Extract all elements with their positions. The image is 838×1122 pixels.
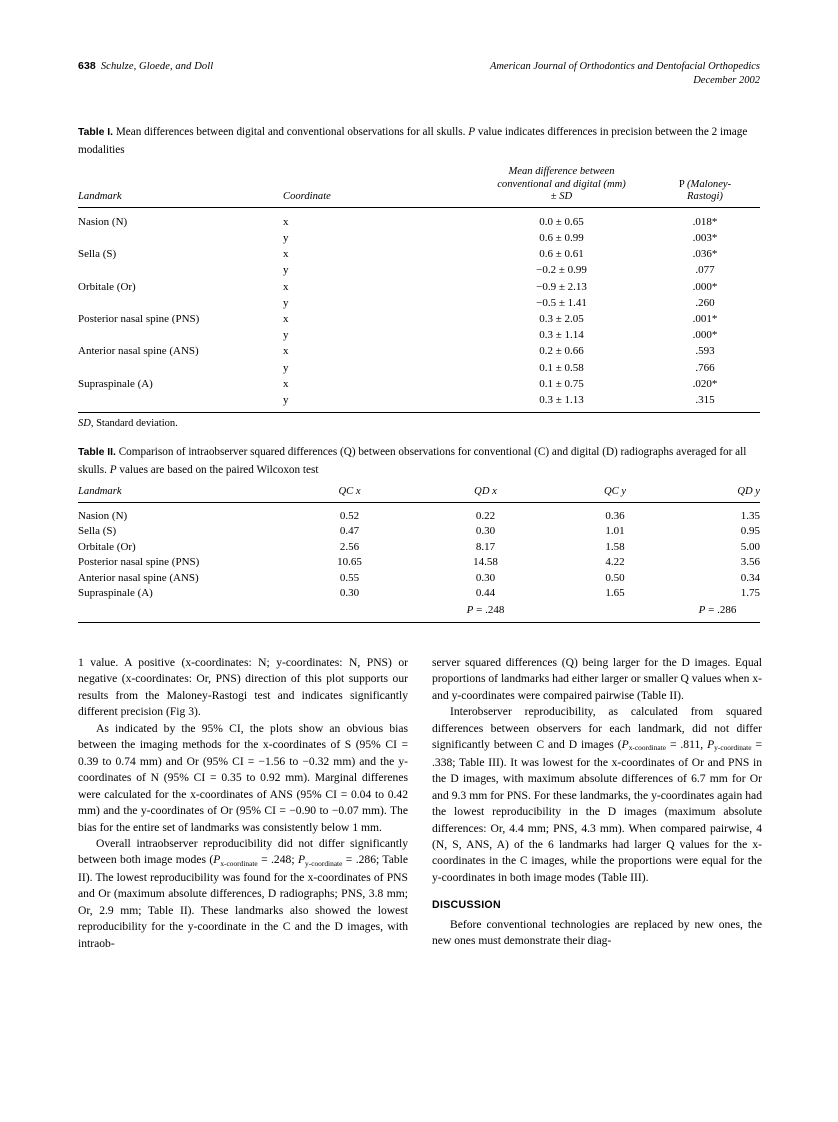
table-1-cell-p: .766 [695, 361, 715, 374]
table-1-cell-landmark: Anterior nasal spine (ANS) [78, 345, 199, 358]
table-1-cell-p: .020* [692, 377, 718, 390]
paragraph-segment: = .338; Table III). It was lowest for the x-coordinates of Or and PNS in the D images, with maximum absolute differences of 6.7 mm for Or and 9.3 mm for PNS. For these landmarks, the y-coordinates again had the lowest reproducibility in the D images (maximum absolute differences: Or, 4.4 mm; PNS, 4.3 mm). When compared pairwise, 4 (N, S, ANS, A) of the 6 landmarks had larger Q values for the x-coordinates in the C images, while the proportions were equal for the y-coordinates in both image modes (Table III). [432, 738, 762, 884]
p-symbol: P [213, 853, 221, 867]
table-1-cell-coordinate: x [283, 280, 289, 293]
table-1-caption [78, 124, 760, 158]
table-1-header-p-line2: Rastogi) [687, 191, 723, 203]
table-1-cell-coordinate: x [283, 248, 289, 261]
table-1-block [78, 124, 760, 429]
table-row [78, 555, 760, 571]
table-2-cell-landmark: Sella (S) [78, 525, 117, 538]
table-1-cell-mean: −0.2 ± 0.99 [536, 264, 587, 277]
table-2-caption-part2: values are based on the paired Wilcoxon test [116, 463, 319, 476]
table-1-cell-landmark [78, 392, 283, 408]
table-1-cell-coordinate: y [283, 361, 289, 374]
table-2-cell-qdx: 0.22 [475, 509, 496, 522]
table-2-pvalue-y [675, 602, 760, 618]
body-column-right [432, 655, 762, 950]
table-1-cell-p: .077 [695, 264, 715, 277]
running-head-right [490, 60, 760, 87]
table-1-cell-mean: 0.1 ± 0.58 [539, 361, 584, 374]
section-heading-discussion: DISCUSSION [432, 899, 501, 912]
body-column-left [78, 655, 408, 952]
journal-title: American Journal of Orthodontics and Dentofacial Orthopedics [489, 61, 760, 72]
table-1-cell-landmark: Orbitale (Or) [78, 280, 136, 293]
paragraph: server squared differences (Q) being larger for the D images. Equal proportions of landmarks had either larger or smaller Q values when x- and y-coordinates were compaired pairwise (Table II). [432, 656, 762, 702]
table-1-caption-part1: Mean differences between digital and conventional observations for all skulls. [113, 126, 469, 138]
table-2-cell-qdy: 5.00 [740, 540, 760, 553]
table-2-cell-qdx: 14.58 [473, 556, 498, 569]
table-1-cell-coordinate: y [283, 231, 289, 244]
table-2-caption [78, 444, 760, 478]
table-1-cell-landmark: Posterior nasal spine (PNS) [78, 313, 200, 325]
table-2-cell-qcy: 0.36 [605, 509, 625, 522]
table-1-cell-mean: 0.0 ± 0.65 [539, 215, 584, 228]
table-1-cell-coordinate: x [283, 215, 289, 228]
table-row [78, 311, 760, 327]
table-1-cell-p: .001* [692, 313, 718, 325]
table-1-header-p-plain: P [678, 178, 688, 190]
table-row [78, 279, 760, 295]
paragraph-segment: Overall intraobserver reproducibility did not differ significantly between both image modes ( [78, 836, 408, 867]
table-1-header-mean-line1: Mean difference between [508, 166, 615, 177]
table-1-rule-bottom [78, 412, 760, 413]
table-row [78, 540, 760, 556]
table-2-caption-part1: Comparison of intraobserver squared differences (Q) between observations for conventional (C) and digital (D) radiographs averaged for all skulls. [78, 446, 747, 476]
table-1-cell-coordinate: y [283, 329, 289, 342]
table-1-cell-coordinate: y [283, 264, 289, 277]
table-2-header-qdx: QD x [474, 486, 497, 497]
table-2-cell-qdx: 0.30 [475, 571, 496, 584]
table-1-cell-p: .018* [692, 215, 718, 228]
paragraph-segment: = .811, [666, 738, 708, 752]
table-2-pvalue-y-label: P [698, 604, 706, 617]
table-2-cell-qdy: 1.75 [740, 587, 760, 600]
p-subscript: y-coordinate [714, 743, 752, 753]
table-row [78, 327, 760, 343]
p-subscript: x-coordinate [628, 743, 667, 753]
running-head-left [78, 60, 213, 72]
running-head [78, 60, 760, 96]
table-1-header-coordinate: Coordinate [283, 191, 331, 203]
table-2-header-landmark: Landmark [78, 486, 122, 497]
table-1-cell-mean: 0.2 ± 0.66 [539, 345, 584, 358]
table-2-cell-qdx: 0.44 [475, 587, 496, 600]
table-2-cell-landmark: Posterior nasal spine (PNS) [78, 556, 200, 569]
table-2-cell-qcx: 0.30 [339, 587, 360, 600]
table-2-pvalue-y-value: = .286 [705, 604, 737, 617]
table-1-cell-mean: 0.3 ± 1.14 [539, 329, 584, 342]
table-2-cell-qdx: 8.17 [475, 540, 496, 553]
table-row [78, 295, 760, 311]
table-row [78, 262, 760, 278]
table-1-cell-landmark [78, 327, 283, 343]
table-2-cell-qdy: 0.95 [740, 525, 760, 538]
table-1-cell-mean: 0.3 ± 2.05 [539, 313, 584, 325]
table-2-cell-qcx: 0.55 [339, 571, 360, 584]
table-row [78, 571, 760, 587]
table-1-cell-p: .000* [692, 280, 718, 293]
table-2-pvalue-blank-2 [283, 602, 416, 618]
table-2-pvalue-x [416, 602, 555, 618]
table-2-pvalue-row [78, 602, 760, 618]
table-2-cell-qcy: 4.22 [605, 556, 625, 569]
table-row [78, 230, 760, 246]
table-row [78, 343, 760, 359]
table-1-header-p-line1 [650, 179, 760, 192]
paragraph: 1 value. A positive (x-coordinates: N; y-coordinates: N, PNS) or negative (x-coordinates: Or, PNS) direction of this plot supports our results from the Maloney-Rastogi test and indicates significantly different precision (Fig 3). [78, 656, 408, 719]
table-2-caption-p: P [109, 463, 117, 476]
table-1-cell-coordinate: x [283, 313, 289, 325]
table-1-cell-coordinate: x [283, 377, 289, 390]
p-symbol: P [621, 738, 629, 752]
table-1-cell-mean: 0.3 ± 1.13 [539, 394, 584, 407]
issue-date: December 2002 [693, 74, 760, 86]
table-1-header-mean [473, 166, 650, 207]
table-2-cell-qdy: 0.34 [740, 571, 760, 584]
table-1-cell-landmark: Supraspinale (A) [78, 377, 153, 390]
table-1-cell-p: .003* [692, 231, 718, 244]
table-1-cell-mean: −0.9 ± 2.13 [536, 280, 587, 293]
table-1-cell-p: .000* [692, 329, 718, 342]
table-2-header-qcx: QC x [338, 486, 361, 497]
table-2-cell-landmark: Supraspinale (A) [78, 587, 153, 600]
page-number: 638 [78, 60, 96, 72]
table-1-cell-landmark: Nasion (N) [78, 215, 128, 228]
paragraph [432, 704, 762, 886]
table-1-cell-p: .593 [695, 345, 715, 358]
table-1-cell-p: .036* [692, 248, 718, 261]
table-1-cell-mean: 0.1 ± 0.75 [539, 377, 584, 390]
table-1-header-mean-line2: conventional and digital (mm) [497, 178, 626, 190]
paragraph: As indicated by the 95% CI, the plots show an obvious bias between the imaging methods for the x-coordinates of S (95% CI = 0.39 to 0.74 mm) and Or (95% CI = −1.56 to −0.32 mm) and the y-coordinates of N (95% CI = 0.35 to 0.92 mm). Marginal differenes were calculated for the x-coordinates of ANS (95% CI = 0.04 to 0.42 mm) and the y-coordinates of Or (95% CI = −0.90 to −0.07 mm). The bias for the entire set of landmarks was consistently below 1 mm. [78, 721, 408, 834]
table-2-pvalue-x-label: P [466, 604, 474, 617]
table-2-cell-qdy: 1.35 [740, 509, 760, 522]
table-2-cell-landmark: Anterior nasal spine (ANS) [78, 571, 199, 584]
table-2-rule-bottom [78, 622, 760, 623]
table-row [78, 509, 760, 525]
table-1-cell-coordinate: y [283, 296, 289, 309]
table-2-cell-qdy: 3.56 [740, 556, 760, 569]
table-1-cell-landmark [78, 230, 283, 246]
running-head-authors: Schulze, Gloede, and Doll [100, 61, 214, 72]
table-1-cell-landmark [78, 295, 283, 311]
table-1-cell-mean: 0.6 ± 0.99 [539, 231, 584, 244]
table-1 [78, 166, 760, 413]
table-1-caption-part2: value indicates differences in precision between the 2 image modalities [78, 126, 748, 156]
table-2-pvalue-x-value: = .248 [473, 604, 505, 617]
table-2-pvalue-blank-3 [555, 602, 675, 618]
paragraph: Before conventional technologies are replaced by new ones, the new ones must demonstrate their diag- [432, 917, 762, 948]
table-1-header-landmark: Landmark [78, 191, 122, 203]
paragraph-segment: Interobserver reproducibility, as calculated from squared differences between observers for each landmark, did not differ significantly between C and D images ( [432, 705, 762, 752]
p-symbol: P [707, 738, 715, 752]
table-2-cell-qcx: 0.47 [339, 525, 360, 538]
table-1-footnote-text: , Standard deviation. [90, 418, 178, 430]
table-1-cell-coordinate: y [283, 394, 289, 407]
table-1-cell-mean: 0.6 ± 0.61 [539, 248, 584, 261]
table-1-header-pvalue [650, 166, 760, 207]
table-2-cell-landmark: Orbitale (Or) [78, 540, 136, 553]
table-2-label: Table II. [78, 447, 116, 458]
p-subscript: y-coordinate [305, 858, 343, 868]
table-1-footnote [78, 418, 760, 429]
p-subscript: x-coordinate [220, 858, 258, 868]
table-1-cell-p: .260 [695, 296, 715, 309]
table-2-cell-qcx: 0.52 [339, 509, 360, 522]
table-1-cell-landmark [78, 262, 283, 278]
table-2-block [78, 444, 760, 623]
table-1-cell-mean: −0.5 ± 1.41 [536, 296, 587, 309]
table-2-cell-qcx: 10.65 [337, 556, 362, 569]
table-2-pvalue-blank [78, 602, 283, 618]
table-1-label: Table I. [78, 127, 114, 138]
table-1-header-p-italic: (Maloney- [687, 178, 732, 190]
table-2 [78, 486, 760, 623]
table-1-header-row [78, 166, 760, 207]
paragraph [78, 836, 408, 952]
table-1-cell-coordinate: x [283, 345, 289, 358]
table-row [78, 586, 760, 602]
table-1-cell-landmark: Sella (S) [78, 248, 117, 261]
table-2-cell-qcx: 2.56 [339, 540, 360, 553]
table-row [78, 524, 760, 540]
table-2-cell-qdx: 0.30 [475, 525, 496, 538]
table-2-cell-qcy: 1.58 [605, 540, 625, 553]
table-2-cell-landmark: Nasion (N) [78, 509, 128, 522]
table-row [78, 360, 760, 376]
paragraph-segment: = .286; Table II). The lowest reproducibility was found for the x-coordinates of PNS and Or (maximum absolute differences, D radiographs; PNS, 3.8 mm; Or, 2.9 mm; Table II). These landmarks also showed the lowest reproducibility for the y-coordinate in the C and the D images, with intraob- [78, 853, 408, 950]
table-2-header-qdy: QD y [737, 486, 760, 497]
table-row [78, 214, 760, 230]
table-1-cell-landmark [78, 360, 283, 376]
table-row [78, 246, 760, 262]
paragraph-segment: = .248; [257, 853, 298, 867]
table-1-footnote-abbr: SD [78, 418, 91, 430]
table-2-header-row [78, 486, 760, 502]
table-2-cell-qcy: 1.01 [605, 525, 625, 538]
table-row [78, 376, 760, 392]
table-1-cell-p: .315 [695, 394, 715, 407]
table-2-header-qcy: QC y [603, 486, 627, 497]
table-2-cell-qcy: 0.50 [605, 571, 625, 584]
table-2-cell-qcy: 1.65 [605, 587, 625, 600]
table-1-header-mean-line3: ± SD [550, 191, 573, 203]
p-symbol: P [297, 853, 306, 867]
table-1-caption-p: P [468, 126, 476, 138]
table-row [78, 392, 760, 408]
